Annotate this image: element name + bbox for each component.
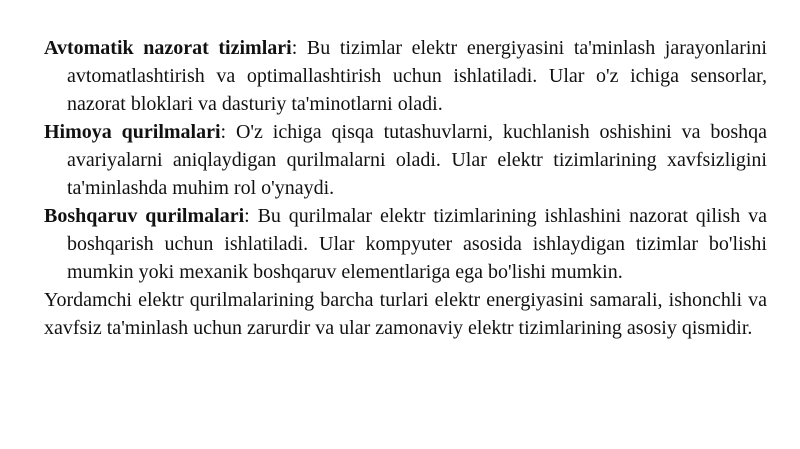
entry-automatic-control-systems <box>44 34 767 118</box>
entry-text: Bu qurilmalar elektr tizimlarining ishlashini nazorat qilish va boshqarish uchun ishlatiladi. Ular kompyuter asosida ishlaydigan tizimlar bo'lishi mumkin yoki mexanik boshqaruv elementlariga ega bo'lishi mumkin. <box>67 205 768 283</box>
entry-separator: : <box>244 205 258 227</box>
closing-paragraph: Yordamchi elektr qurilmalarining barcha turlari elektr energiyasini samarali, ishonchli va xavfsiz ta'minlash uchun zarurdir va ular zamonaviy elektr tizimlarining asosiy qismidir. <box>44 289 767 339</box>
entry-term: Himoya qurilmalari <box>44 121 221 143</box>
entry-separator: : <box>291 37 307 59</box>
entry-protection-devices <box>44 118 767 202</box>
entry-text: O'z ichiga qisqa tutashuvlarni, kuchlanish oshishini va boshqa avariyalarni aniqlaydigan qurilmalarni oladi. Ular elektr tizimlarining xavfsizligini ta'minlashda muhim rol o'ynaydi. <box>67 121 767 199</box>
entry-term: Boshqaruv qurilmalari <box>44 205 245 227</box>
entry-control-devices <box>44 202 767 286</box>
entry-separator: : <box>220 121 236 143</box>
entry-text: Bu tizimlar elektr energiyasini ta'minlash jarayonlarini avtomatlashtirish va optimallashtirish uchun ishlatiladi. Ular o'z ichiga sensorlar, nazorat bloklari va dasturiy ta'minotlarni oladi. <box>67 37 767 115</box>
entry-term: Avtomatik nazorat tizimlari <box>44 37 292 59</box>
document-body <box>44 34 767 342</box>
